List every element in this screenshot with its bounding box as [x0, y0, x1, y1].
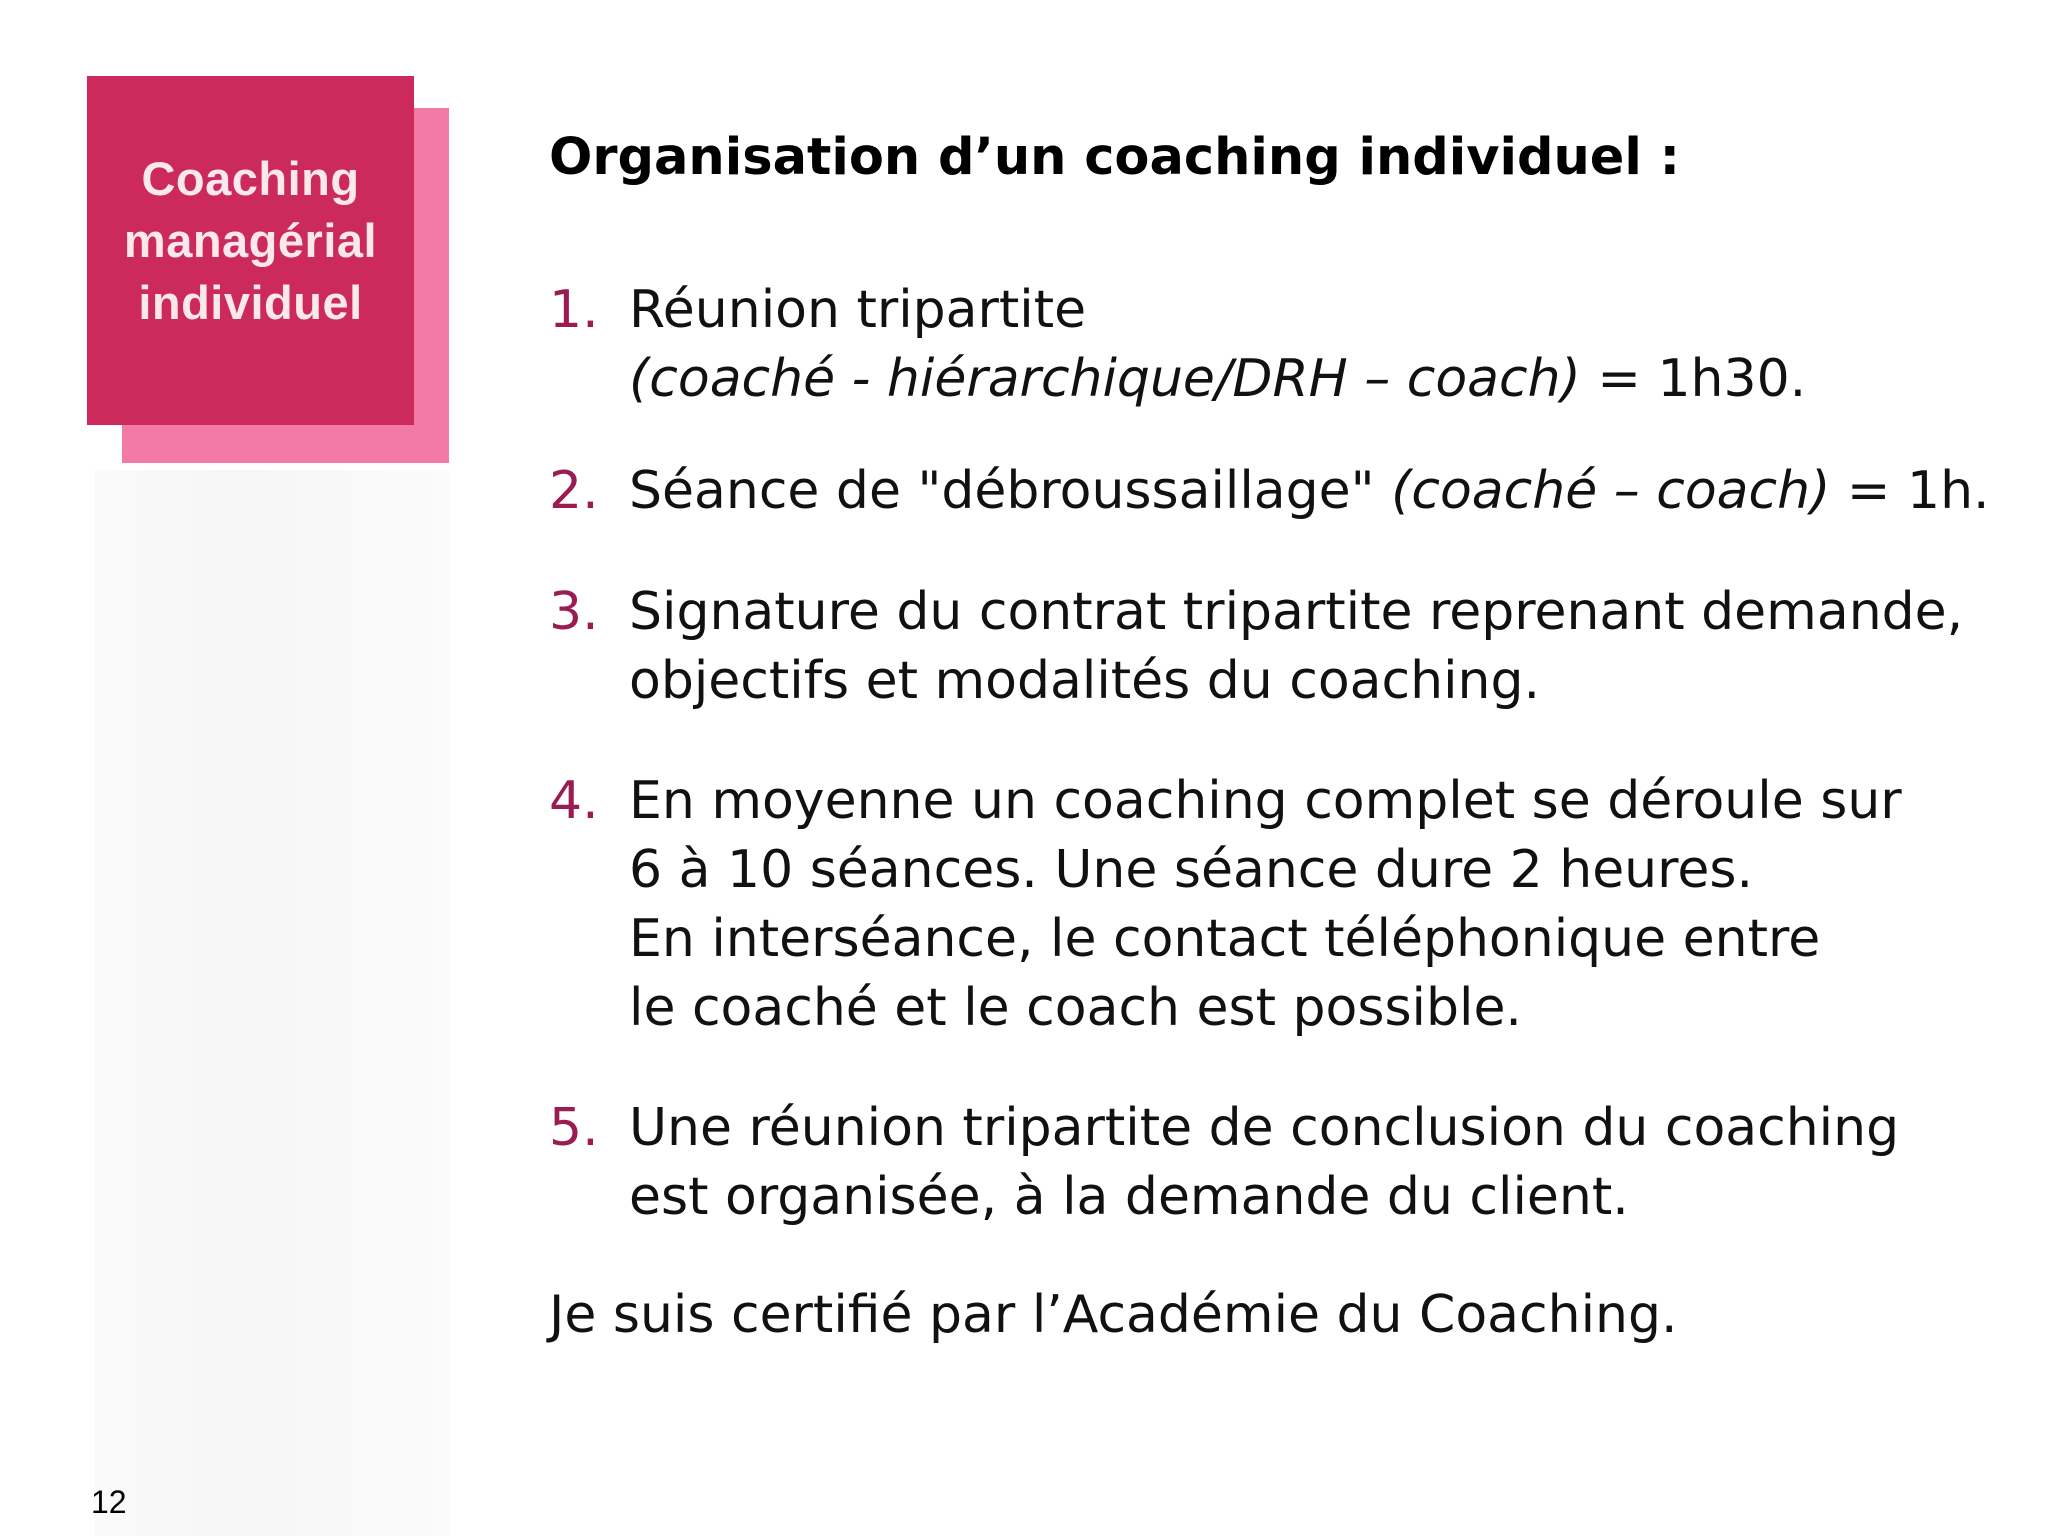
list-number: 4. — [549, 771, 599, 831]
side-panel — [95, 470, 450, 1536]
list-line: le coaché et le coach est possible. — [629, 978, 1522, 1038]
list-line: En moyenne un coaching complet se déroule sur — [629, 771, 1902, 831]
duration-text: = 1h. — [1830, 461, 1990, 521]
list-item-text — [629, 1094, 1899, 1232]
list-number: 1. — [549, 280, 599, 340]
list-number: 5. — [549, 1098, 599, 1158]
slide-heading: Organisation d’un coaching individuel : — [549, 128, 1681, 187]
list-number: 2. — [549, 461, 599, 521]
list-item-text — [629, 457, 1990, 526]
list-number: 3. — [549, 582, 599, 642]
list-line — [629, 345, 1806, 414]
list-line: est organisée, à la demande du client. — [629, 1167, 1629, 1227]
list-line: En interséance, le contact téléphonique entre — [629, 909, 1821, 969]
section-badge — [87, 76, 414, 425]
italic-detail: (coaché – coach) — [1391, 461, 1831, 521]
list-line — [629, 457, 1990, 526]
page-number: 12 — [91, 1484, 127, 1520]
list-line: Signature du contrat tripartite reprenant demande, — [629, 582, 1964, 642]
list-line: Une réunion tripartite de conclusion du coaching — [629, 1098, 1900, 1158]
list-line: 6 à 10 séances. Une séance dure 2 heures. — [629, 840, 1753, 900]
list-item-text — [629, 276, 1806, 414]
list-line: Réunion tripartite — [629, 280, 1087, 340]
duration-text: = 1h30. — [1580, 349, 1807, 409]
list-item-text — [629, 767, 1902, 1043]
certification-note: Je suis certifié par l’Académie du Coaching. — [549, 1285, 1678, 1345]
badge-title: Coaching managérial individuel — [123, 151, 378, 329]
list-line: objectifs et modalités du coaching. — [629, 651, 1541, 711]
list-item-text — [629, 578, 1963, 716]
step-text: Séance de "débroussaillage" — [629, 461, 1392, 521]
italic-detail: (coaché - hiérarchique/DRH – coach) — [629, 349, 1581, 409]
